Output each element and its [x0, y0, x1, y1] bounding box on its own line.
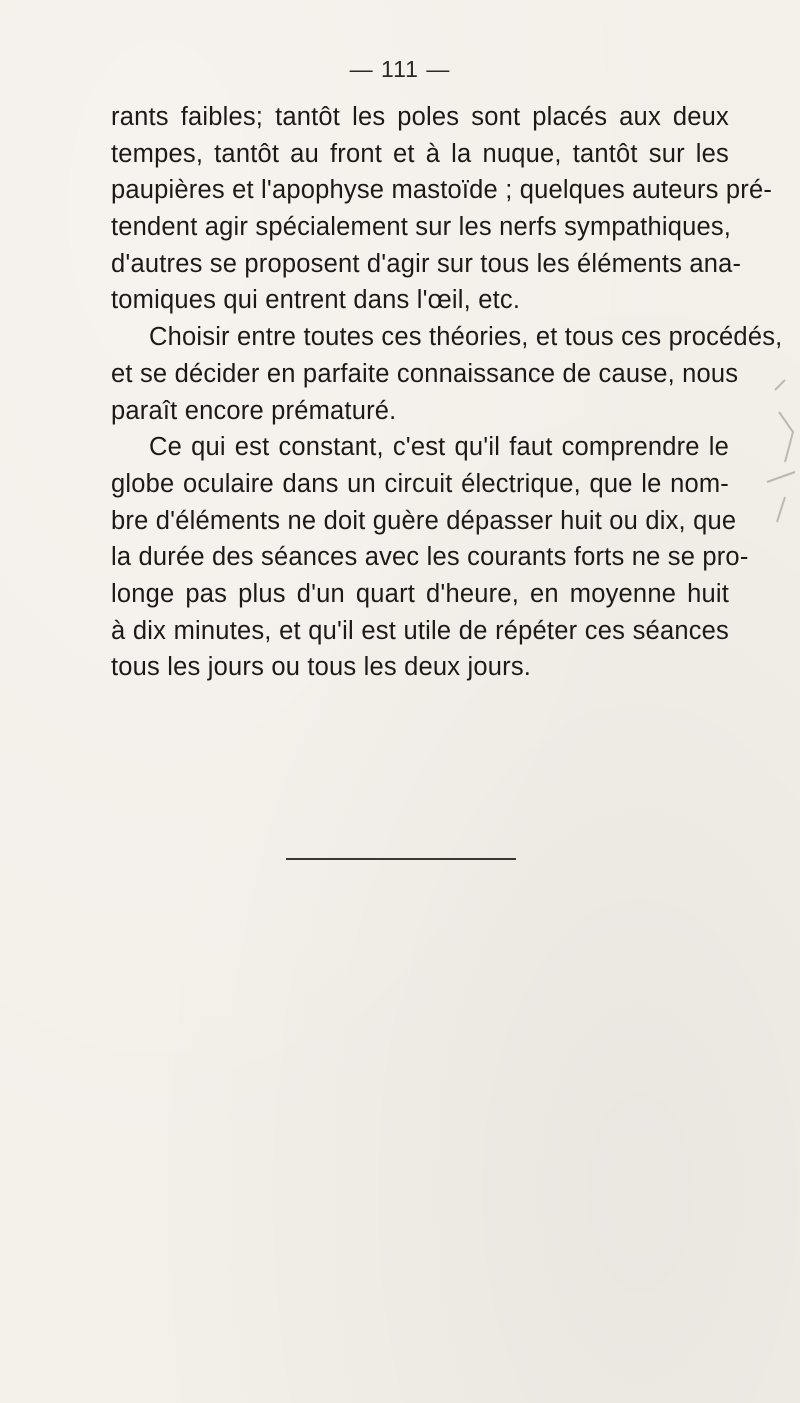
text-line: Choisir entre toutes ces théories, et tous ces procédés,: [149, 323, 783, 352]
text-line: tous les jours ou tous les deux jours.: [111, 653, 532, 682]
text-line: rants faibles; tantôt les poles sont placés aux deux: [111, 103, 729, 131]
text-line: et se décider en parfaite connaissance de cause, nous: [111, 359, 739, 388]
page-edge-smudge: [755, 372, 800, 612]
text-line: à dix minutes, et qu'il est utile de répéter ces séances: [111, 616, 729, 645]
text-line: longe pas plus d'un quart d'heure, en moyenne huit: [111, 579, 729, 608]
text-line: tempes, tantôt au front et à la nuque, tantôt sur les: [111, 139, 729, 168]
text-line: Ce qui est constant, c'est qu'il faut comprendre le: [149, 433, 729, 462]
text-line: d'autres se proposent d'agir sur tous les éléments ana-: [111, 249, 742, 278]
body-text: [111, 99, 783, 686]
end-rule: [286, 858, 516, 860]
text-line: tendent agir spécialement sur les nerfs sympathiques,: [111, 213, 732, 242]
text-line: bre d'éléments ne doit guère dépasser huit ou dix, que: [111, 506, 737, 535]
text-line: tomiques qui entrent dans l'œil, etc.: [111, 286, 521, 315]
text-line: globe oculaire dans un circuit électrique, que le nom-: [111, 469, 729, 498]
page-number: — 111 —: [349, 56, 451, 82]
text-line: paupières et l'apophyse mastoïde ; quelques auteurs pré-: [111, 176, 773, 205]
text-line: la durée des séances avec les courants forts ne se pro-: [111, 543, 749, 572]
text-line: paraît encore prématuré.: [111, 396, 397, 425]
